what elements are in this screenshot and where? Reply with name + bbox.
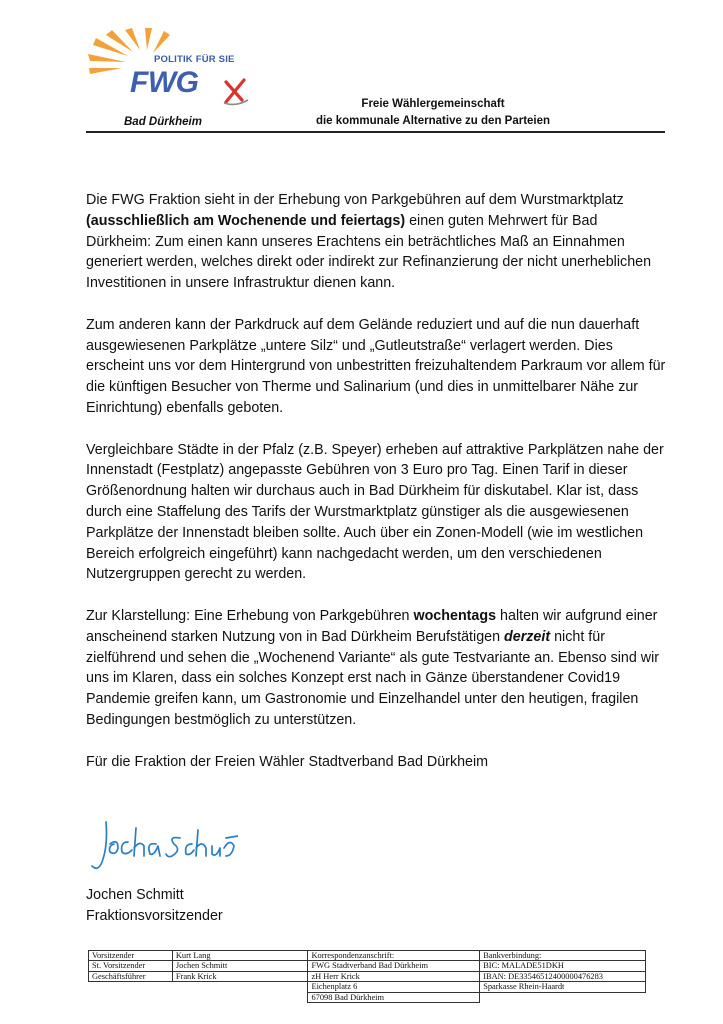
org-name: Freie Wählergemeinschaft	[361, 98, 505, 110]
signer-block	[86, 885, 223, 927]
org-tagline: die kommunale Alternative zu den Parteien	[315, 115, 551, 127]
paragraph-3: Vergleichbare Städte in der Pfalz (z.B. Speyer) erheben auf attraktive Parkplätzen nahe der Innenstadt (Festplatz) angepasste Gebühren von 3 Euro pro Tag. Einen Tarif in dieser Größenordnung halten wir durchaus auch in Bad Dürkheim für diskutabel. Klar ist, dass durch eine Staffelung des Tarifs der Wurstmarktplatz günstiger als die ausgewiesenen Parkplätze der Innenstadt bleiben sollte. Auch über ein Zonen-Modell (wie im westlichen Bereich erfolgreich eingeführt) kann nachgedacht werden, um den verschiedenen Nutzergruppen gerecht zu werden.	[86, 441, 664, 583]
paragraph-1: Die FWG Fraktion sieht in der Erhebung von Parkgebühren auf dem Wurstmarktplatz (ausschließlich am Wochenende und feiertags) einen guten Mehrwert für Bad Dürkheim: Zum einen kann unseres Erachtens ein beträchtliches Maß an Einnahmen generiert werden, welches direkt oder indirekt zur Refinanzierung der nicht unerheblichen Investitionen in unsere Infrastruktur dienen kann.	[86, 192, 652, 292]
footer-row	[89, 982, 646, 992]
footer-cell: St. Vorsitzender	[89, 961, 173, 971]
footer-cell: Sparkasse Rhein-Haardt	[480, 982, 646, 992]
footer-row	[89, 961, 646, 971]
bold-emphasis: wochentags	[413, 607, 497, 624]
signer-name: Jochen Schmitt	[86, 887, 184, 903]
paragraph-5: Für die Fraktion der Freien Wähler Stadtverband Bad Dürkheim	[86, 753, 489, 770]
logo-slogan: POLITIK FÜR SIE	[154, 54, 235, 65]
footer-row	[89, 971, 646, 981]
footer-cell: 67098 Bad Dürkheim	[308, 992, 480, 1002]
cross-mark-icon	[226, 80, 244, 102]
footer-cell: Bankverbindung:	[480, 951, 646, 961]
logo-wordmark: FWG	[130, 66, 199, 99]
footer-cell: Jochen Schmitt	[172, 961, 308, 971]
paragraph-4: Zur Klarstellung: Eine Erhebung von Parkgebühren wochentags halten wir aufgrund einer anscheinend starken Nutzung von in Bad Dürkheim Berufstätigen derzeit nicht für zielführend und sehen die „Wochenend Variante“ als gute Testvariante an. Ebenso sind wir uns im Klaren, dass ein solches Konzept erst nach in Gänze überstandener Covid19 Pandemie greifen kann, um Gastronomie und Einzelhandel unter den heutigen, fragilen Bedingungen bestmöglich zu unterstützen.	[86, 607, 660, 728]
bold-italic-emphasis: derzeit	[504, 628, 551, 645]
handwritten-signature	[88, 816, 238, 874]
footer-cell: Geschäftsführer	[89, 971, 173, 981]
footer-row	[89, 951, 646, 961]
footer-cell	[172, 982, 308, 992]
header-divider	[86, 131, 665, 133]
letter-body	[86, 190, 666, 793]
footer-cell: IBAN: DE33546512400000476283	[480, 971, 646, 981]
footer-cell: FWG Stadtverband Bad Dürkheim	[308, 961, 480, 971]
footer-cell: zH Herr Krick	[308, 971, 480, 981]
footer-cell: Eichenplatz 6	[308, 982, 480, 992]
footer-cell: Frank Krick	[172, 971, 308, 981]
header-town: Bad Dürkheim	[124, 116, 202, 128]
paragraph-2: Zum anderen kann der Parkdruck auf dem Gelände reduziert und auf die nun dauerhaft ausgewiesenen Parkplätze „untere Silz“ und „Gutleutstraße“ verlagert werden. Dies erscheint uns vor dem Hintergrund von unbestritten freizuhaltendem Parkraum vor allem für die künftigen Besucher von Therme und Salinarium (und dies in unmittelbarer Nähe zur Einrichtung) ebenfalls geboten.	[86, 316, 666, 416]
footer-cell: BIC: MALADE51DKH	[480, 961, 646, 971]
footer-cell: Vorsitzender	[89, 951, 173, 961]
footer-row	[89, 992, 646, 1002]
bold-emphasis: (ausschließlich am Wochenende und feiertags)	[86, 212, 406, 229]
footer-cell: Korrespondenzanschrift:	[308, 951, 480, 961]
header-organization	[298, 96, 568, 130]
footer-info-table	[88, 950, 646, 1003]
footer-cell	[89, 992, 173, 1002]
footer-cell	[89, 982, 173, 992]
footer-cell: Kurt Lang	[172, 951, 308, 961]
fwg-logo	[86, 28, 256, 110]
footer-cell	[480, 992, 646, 1002]
signer-role: Fraktionsvorsitzender	[86, 907, 223, 924]
footer-cell	[172, 992, 308, 1002]
